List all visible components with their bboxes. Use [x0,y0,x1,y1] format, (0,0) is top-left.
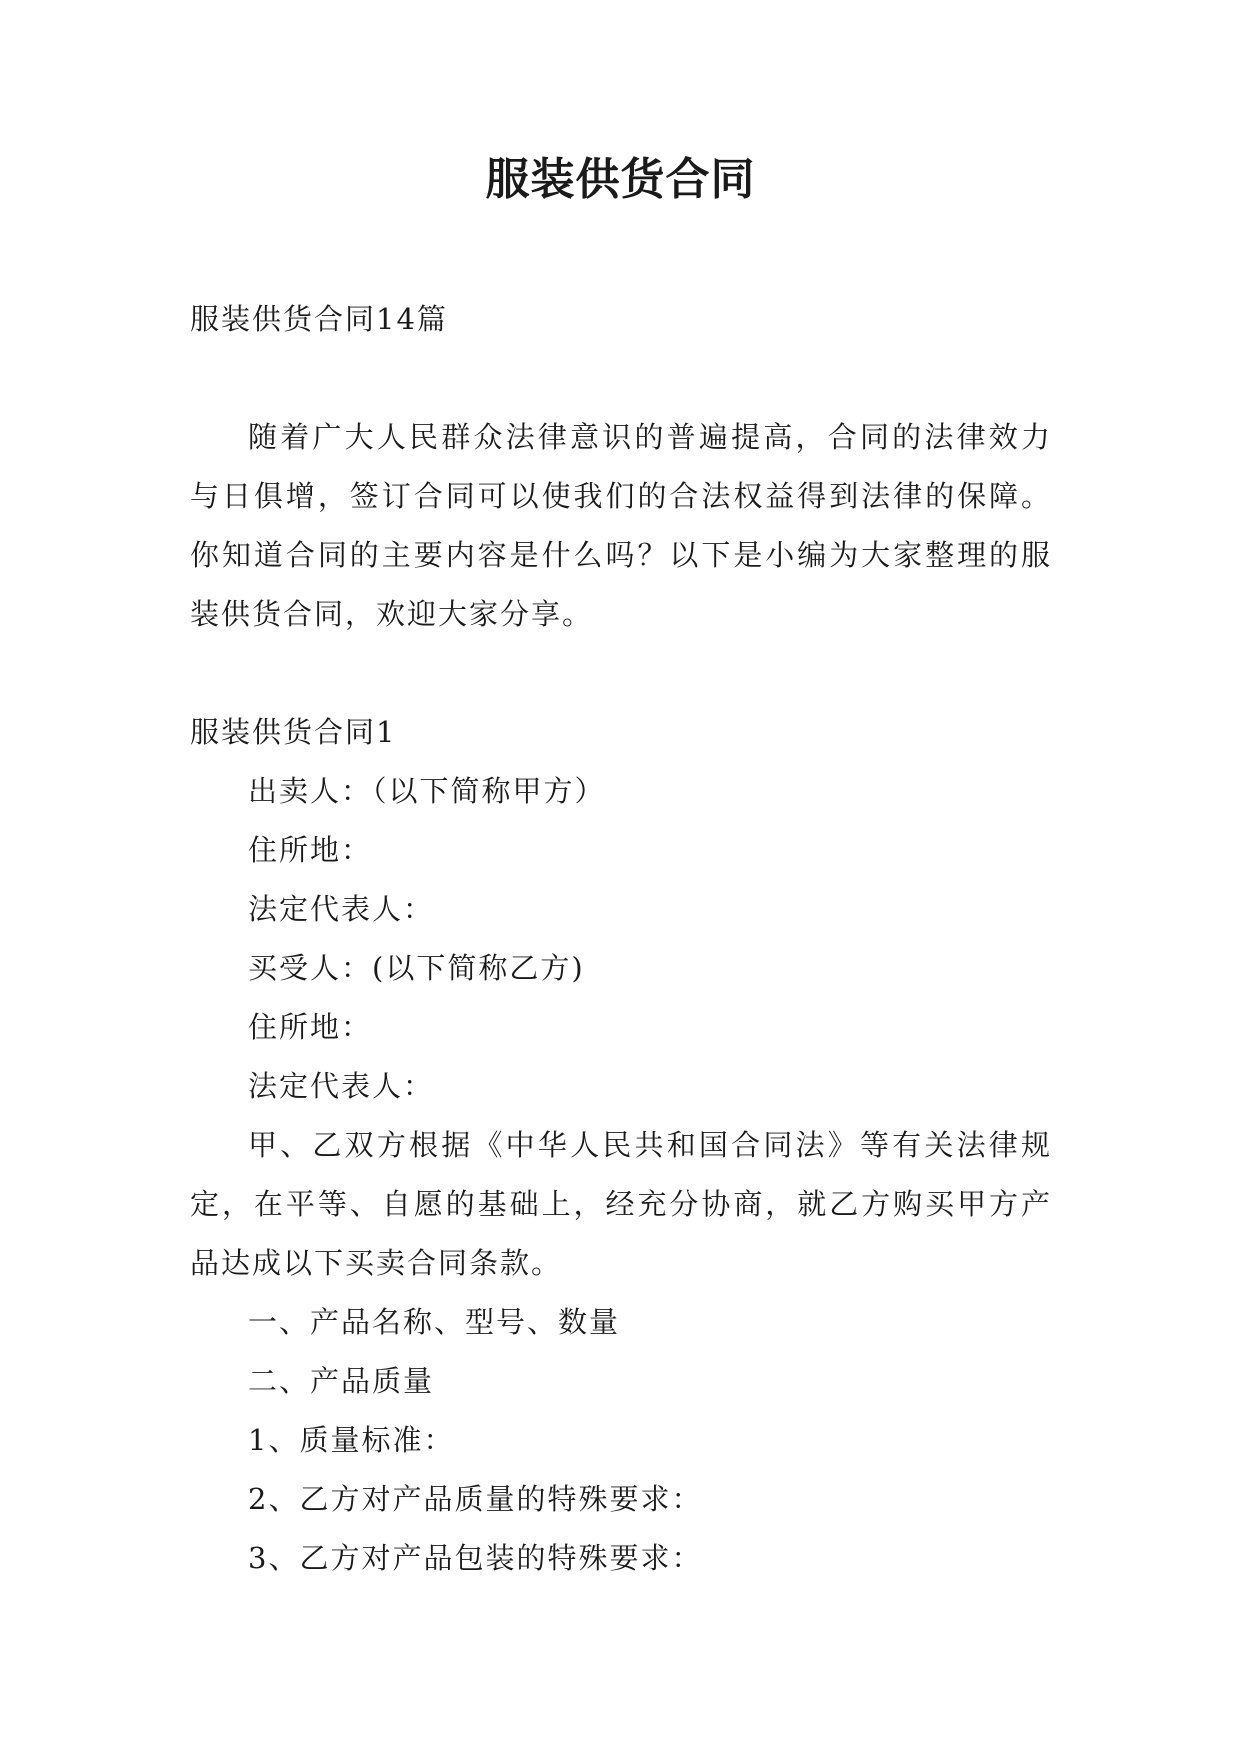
document-title: 服装供货合同 [485,154,756,205]
buyer-address-line: 住所地： [248,1010,373,1044]
seller-representative-line: 法定代表人： [248,892,435,926]
clause-quality-special-requirement: 2、乙方对产品质量的特殊要求： [248,1482,703,1516]
spacer [190,349,1052,408]
document-body [190,290,1052,1588]
spacer [190,644,1052,703]
clause-product-quality: 二、产品质量 [248,1364,435,1398]
document-subtitle: 服装供货合同14篇 [190,302,448,336]
seller-address-line: 住所地： [248,833,373,867]
clause-product-name: 一、产品名称、型号、数量 [248,1305,621,1339]
buyer-representative-line: 法定代表人： [248,1069,435,1103]
agreement-paragraph: 甲、乙双方根据《中华人民共和国合同法》等有关法律规定，在平等、自愿的基础上，经充分协商，就乙方购买甲方产品达成以下买卖合同条款。 [190,1128,1052,1280]
buyer-line: 买受人：(以下简称乙方) [248,951,585,985]
clause-packaging-special-requirement: 3、乙方对产品包装的特殊要求： [248,1541,703,1575]
intro-paragraph: 随着广大人民群众法律意识的普遍提高，合同的法律效力与日俱增，签订合同可以使我们的合法权益得到法律的保障。你知道合同的主要内容是什么吗？以下是小编为大家整理的服装供货合同，欢迎大家分享。 [190,420,1052,631]
seller-line: 出卖人：（以下简称甲方） [248,774,606,808]
clause-quality-standard: 1、质量标准： [248,1423,455,1457]
section-title: 服装供货合同1 [190,715,397,749]
